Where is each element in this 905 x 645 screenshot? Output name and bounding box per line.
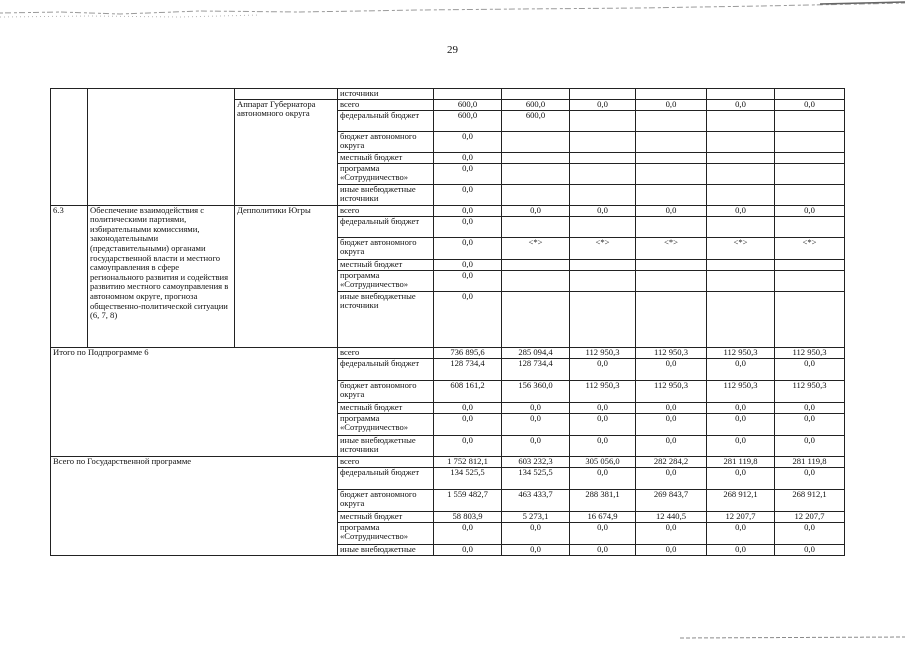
value-cell [636, 89, 707, 100]
source-cell: иные внебюджетные источники [338, 435, 434, 456]
table-row [51, 456, 845, 467]
value-cell: 0,0 [636, 544, 707, 555]
value-cell: 0,0 [570, 402, 636, 413]
value-cell [434, 89, 502, 100]
value-cell: 0,0 [434, 163, 502, 184]
value-cell [775, 184, 845, 205]
source-cell: федеральный бюджет [338, 358, 434, 380]
value-cell: 112 950,3 [570, 347, 636, 358]
value-cell: 134 525,5 [502, 467, 570, 489]
value-cell: 0,0 [775, 205, 845, 216]
value-cell: 0,0 [636, 435, 707, 456]
value-cell: 0,0 [775, 358, 845, 380]
value-cell: 0,0 [434, 413, 502, 435]
value-cell: <*> [570, 237, 636, 259]
value-cell [502, 270, 570, 291]
value-cell [707, 110, 775, 131]
value-cell: 463 433,7 [502, 489, 570, 511]
source-cell: иные внебюджетные источники [338, 291, 434, 347]
value-cell [636, 216, 707, 237]
value-cell [707, 152, 775, 163]
value-cell: 5 273,1 [502, 511, 570, 522]
value-cell: 12 440,5 [636, 511, 707, 522]
value-cell [570, 152, 636, 163]
value-cell [775, 131, 845, 152]
source-cell: всего [338, 456, 434, 467]
value-cell: 0,0 [502, 413, 570, 435]
value-cell: 0,0 [775, 435, 845, 456]
value-cell: 0,0 [502, 402, 570, 413]
value-cell: <*> [502, 237, 570, 259]
value-cell: 0,0 [502, 522, 570, 544]
value-cell: 0,0 [502, 435, 570, 456]
value-cell [707, 259, 775, 270]
value-cell: 288 381,1 [570, 489, 636, 511]
value-cell: 0,0 [434, 237, 502, 259]
value-cell [570, 184, 636, 205]
value-cell [570, 291, 636, 347]
value-cell: 112 950,3 [636, 347, 707, 358]
value-cell [502, 131, 570, 152]
value-cell: 269 843,7 [636, 489, 707, 511]
value-cell: 0,0 [434, 152, 502, 163]
value-cell: 736 895,6 [434, 347, 502, 358]
value-cell: 608 161,2 [434, 380, 502, 402]
value-cell: 128 734,4 [502, 358, 570, 380]
value-cell [775, 259, 845, 270]
value-cell: 305 056,0 [570, 456, 636, 467]
event-name-cell: Обеспечение взаимодействия с политическими партиями, избирательными комиссиями, законодательными (представительными) органами государственной власти и местного самоуправления в сфере регионального развития и содействия развитию местного самоуправления в автономном округе, прогноза общественно-политической ситуации (6, 7, 8) [88, 205, 235, 347]
scan-edge-bottom [0, 626, 905, 640]
value-cell: 0,0 [570, 413, 636, 435]
source-cell: федеральный бюджет [338, 467, 434, 489]
value-cell: 0,0 [775, 99, 845, 110]
program-total-label: Всего по Государственной программе [51, 456, 338, 555]
value-cell [636, 152, 707, 163]
value-cell: 0,0 [707, 413, 775, 435]
value-cell: 0,0 [434, 544, 502, 555]
value-cell: <*> [707, 237, 775, 259]
value-cell [775, 291, 845, 347]
value-cell: 281 119,8 [707, 456, 775, 467]
value-cell: 0,0 [775, 402, 845, 413]
value-cell: 600,0 [434, 110, 502, 131]
value-cell: 0,0 [502, 205, 570, 216]
source-cell: федеральный бюджет [338, 110, 434, 131]
value-cell: 0,0 [707, 358, 775, 380]
value-cell: 0,0 [636, 467, 707, 489]
value-cell: 282 284,2 [636, 456, 707, 467]
value-cell: 600,0 [434, 99, 502, 110]
value-cell: 1 559 482,7 [434, 489, 502, 511]
value-cell [502, 184, 570, 205]
value-cell: 12 207,7 [707, 511, 775, 522]
value-cell: <*> [775, 237, 845, 259]
value-cell: 0,0 [570, 99, 636, 110]
value-cell [636, 259, 707, 270]
value-cell [570, 259, 636, 270]
value-cell: 0,0 [502, 544, 570, 555]
source-cell: программа «Сотрудничество» [338, 270, 434, 291]
source-cell: программа «Сотрудничество» [338, 522, 434, 544]
value-cell: 0,0 [707, 435, 775, 456]
value-cell [502, 259, 570, 270]
value-cell: 0,0 [570, 522, 636, 544]
value-cell: 0,0 [434, 259, 502, 270]
value-cell: 0,0 [434, 131, 502, 152]
value-cell: 112 950,3 [707, 380, 775, 402]
value-cell [636, 131, 707, 152]
value-cell: 0,0 [434, 402, 502, 413]
value-cell: 268 912,1 [707, 489, 775, 511]
event-name-cell [88, 89, 235, 206]
value-cell: 600,0 [502, 110, 570, 131]
value-cell: 112 950,3 [775, 380, 845, 402]
value-cell [502, 163, 570, 184]
source-cell: местный бюджет [338, 511, 434, 522]
value-cell [707, 184, 775, 205]
value-cell [707, 89, 775, 100]
value-cell [707, 163, 775, 184]
value-cell: 134 525,5 [434, 467, 502, 489]
page-number: 29 [447, 44, 458, 56]
value-cell: 0,0 [775, 544, 845, 555]
value-cell [775, 216, 845, 237]
source-cell: иные внебюджетные [338, 544, 434, 555]
table-row [51, 205, 845, 216]
value-cell [570, 216, 636, 237]
value-cell [502, 152, 570, 163]
value-cell: 0,0 [434, 522, 502, 544]
value-cell: 0,0 [434, 205, 502, 216]
source-cell: местный бюджет [338, 259, 434, 270]
value-cell: 0,0 [636, 402, 707, 413]
value-cell: 0,0 [570, 358, 636, 380]
value-cell: 0,0 [636, 358, 707, 380]
value-cell [570, 89, 636, 100]
value-cell: 0,0 [707, 99, 775, 110]
source-cell: всего [338, 205, 434, 216]
value-cell: 0,0 [707, 205, 775, 216]
value-cell: 58 803,9 [434, 511, 502, 522]
value-cell [775, 110, 845, 131]
value-cell [775, 270, 845, 291]
value-cell: 0,0 [636, 99, 707, 110]
value-cell: 12 207,7 [775, 511, 845, 522]
budget-table [50, 88, 845, 556]
source-cell: федеральный бюджет [338, 216, 434, 237]
source-cell: бюджет автономного округа [338, 131, 434, 152]
value-cell: 603 232,3 [502, 456, 570, 467]
value-cell: 112 950,3 [707, 347, 775, 358]
value-cell: 268 912,1 [775, 489, 845, 511]
value-cell [570, 163, 636, 184]
value-cell: 0,0 [636, 413, 707, 435]
value-cell [636, 184, 707, 205]
source-cell: местный бюджет [338, 152, 434, 163]
value-cell: 0,0 [775, 522, 845, 544]
value-cell [502, 89, 570, 100]
value-cell [502, 216, 570, 237]
value-cell [570, 110, 636, 131]
source-cell: программа «Сотрудничество» [338, 163, 434, 184]
value-cell: 0,0 [636, 205, 707, 216]
source-cell: всего [338, 347, 434, 358]
value-cell [570, 270, 636, 291]
value-cell [636, 270, 707, 291]
value-cell: 285 094,4 [502, 347, 570, 358]
source-cell: источники [338, 89, 434, 100]
executor-cell: Депполитики Югры [235, 205, 338, 347]
value-cell: 600,0 [502, 99, 570, 110]
value-cell [636, 110, 707, 131]
source-cell: местный бюджет [338, 402, 434, 413]
value-cell [502, 291, 570, 347]
value-cell: 0,0 [636, 522, 707, 544]
row-number-cell [51, 89, 88, 206]
value-cell: 0,0 [707, 402, 775, 413]
source-cell: программа «Сотрудничество» [338, 413, 434, 435]
value-cell: 0,0 [570, 435, 636, 456]
value-cell: 0,0 [707, 544, 775, 555]
value-cell: 0,0 [775, 413, 845, 435]
scan-edge-top [0, 0, 905, 22]
value-cell: 112 950,3 [570, 380, 636, 402]
value-cell: 112 950,3 [636, 380, 707, 402]
value-cell: 0,0 [434, 435, 502, 456]
value-cell [775, 89, 845, 100]
value-cell: 0,0 [775, 467, 845, 489]
value-cell: 1 752 812,1 [434, 456, 502, 467]
value-cell [636, 291, 707, 347]
value-cell: 281 119,8 [775, 456, 845, 467]
subprogram-total-label: Итого по Подпрограмме 6 [51, 347, 338, 456]
value-cell: 0,0 [707, 467, 775, 489]
value-cell: 0,0 [570, 205, 636, 216]
value-cell: 0,0 [434, 184, 502, 205]
value-cell [707, 131, 775, 152]
value-cell: 0,0 [707, 522, 775, 544]
table-row [51, 347, 845, 358]
value-cell: 0,0 [434, 291, 502, 347]
value-cell: 128 734,4 [434, 358, 502, 380]
value-cell [707, 291, 775, 347]
value-cell: 0,0 [434, 270, 502, 291]
source-cell: иные внебюджетные источники [338, 184, 434, 205]
value-cell [707, 216, 775, 237]
value-cell [636, 163, 707, 184]
table-row [51, 89, 845, 100]
value-cell [707, 270, 775, 291]
source-cell: бюджет автономного округа [338, 489, 434, 511]
executor-cell: Аппарат Губернатора автономного округа [235, 99, 338, 205]
value-cell [775, 163, 845, 184]
source-cell: всего [338, 99, 434, 110]
value-cell [775, 152, 845, 163]
source-cell: бюджет автономного округа [338, 237, 434, 259]
value-cell: <*> [636, 237, 707, 259]
value-cell: 112 950,3 [775, 347, 845, 358]
value-cell: 16 674,9 [570, 511, 636, 522]
row-number-cell: 6.3 [51, 205, 88, 347]
source-cell: бюджет автономного округа [338, 380, 434, 402]
value-cell [570, 131, 636, 152]
value-cell: 0,0 [570, 544, 636, 555]
value-cell: 0,0 [434, 216, 502, 237]
executor-cell [235, 89, 338, 100]
value-cell: 0,0 [570, 467, 636, 489]
value-cell: 156 360,0 [502, 380, 570, 402]
